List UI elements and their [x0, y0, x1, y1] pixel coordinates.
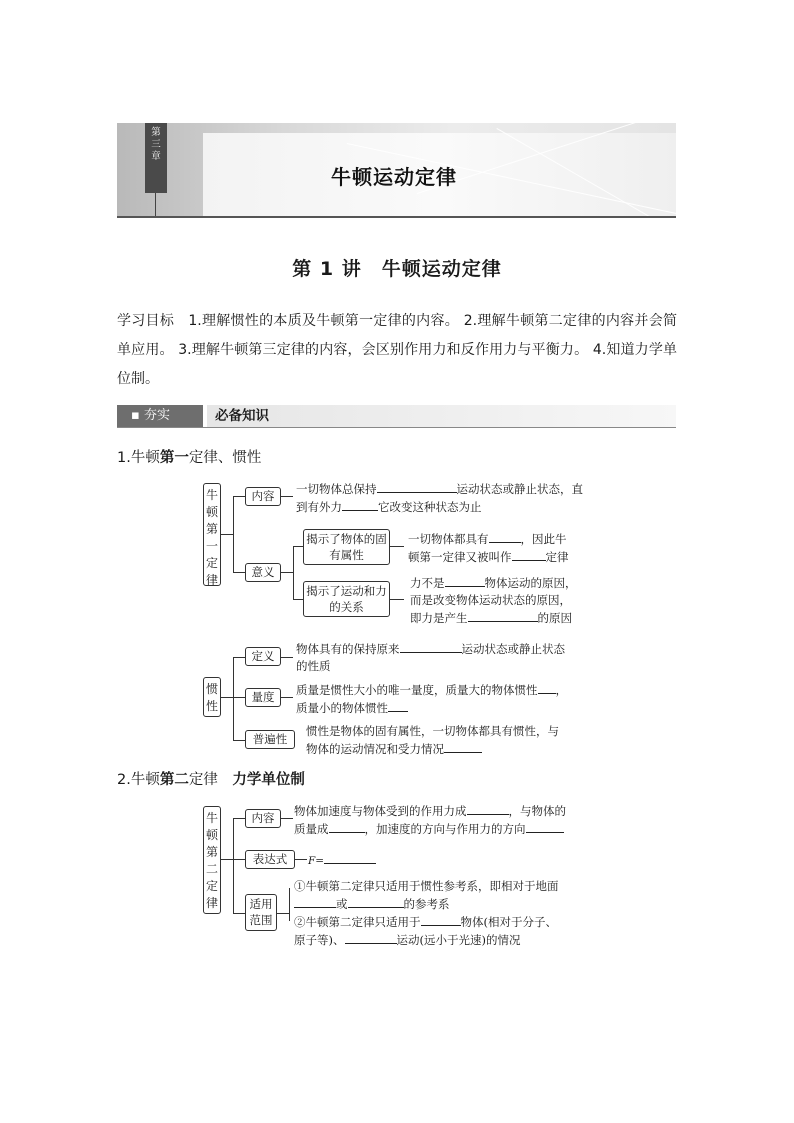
node-content: 内容 — [245, 487, 281, 506]
node-meaning: 意义 — [245, 563, 281, 582]
chapter-banner — [117, 123, 676, 218]
root-inertia: 惯性 — [203, 677, 221, 717]
chapter-title: 牛顿运动定律 — [331, 165, 457, 189]
chapter-tab-line — [155, 193, 156, 216]
heading-2: 2.牛顿第二定律 力学单位制 — [117, 772, 305, 788]
scope-text: ①牛顿第二定律只适用于惯性参考系，即相对于地面 或 的参考系 ②牛顿第二定律只适用于 物体(相对于分子、 原子等)、 运动(远小于光速)的情况 — [294, 879, 559, 947]
measure-text: 质量是惯性大小的唯一量度，质量大的物体惯性 ， 质量小的物体惯性 — [296, 683, 567, 715]
heading-1: 1.牛顿第一定律、惯性 — [117, 450, 262, 466]
section-header — [117, 405, 676, 428]
section-label: ▪ 夯实 — [117, 405, 203, 427]
motion-force-text: 力不是 物体运动的原因， 而是改变物体运动状态的原因， 即力是产生 的原因 — [410, 576, 577, 625]
node-scope: 适用范围 — [245, 894, 277, 931]
root-newton-first-law: 牛顿第一定律 — [203, 483, 221, 586]
section-title: 必备知识 — [207, 405, 676, 427]
node-measure: 量度 — [245, 688, 281, 707]
node-definition: 定义 — [245, 647, 281, 666]
universality-text: 惯性是物体的固有属性，一切物体都具有惯性，与 物体的运动情况和受力情况 — [306, 724, 559, 756]
content-text: 一切物体总保持 运动状态或静止状态，直 到有外力 它改变这种状态为止 — [296, 482, 583, 514]
node-universality: 普遍性 — [245, 730, 295, 749]
root-newton-second-law: 牛顿第二定律 — [203, 806, 221, 914]
inherent-property-text: 一切物体都具有 ，因此牛 顿第一定律又被叫作 定律 — [408, 532, 569, 564]
second-law-content-text: 物体加速度与物体受到的作用力成 ，与物体的 质量成 ，加速度的方向与作用力的方向 — [294, 804, 566, 836]
node-expression: 表达式 — [245, 850, 295, 869]
definition-text: 物体具有的保持原来 运动状态或静止状态 的性质 — [296, 642, 565, 673]
node-inherent-property: 揭示了物体的固有属性 — [303, 529, 390, 565]
expression-text: F= — [308, 851, 408, 870]
node-content-2: 内容 — [245, 809, 281, 828]
learning-objectives: 学习目标 1.理解惯性的本质及牛顿第一定律的内容。 2.理解牛顿第二定律的内容并会简单应用。 3.理解牛顿第三定律的内容，会区别作用力和反作用力与平衡力。 4.知道力学单位制。 — [117, 313, 677, 387]
node-motion-force-relation: 揭示了运动和力的关系 — [303, 581, 390, 617]
lecture-title: 第 1 讲 牛顿运动定律 — [292, 258, 502, 280]
chapter-tab: 第三章 — [145, 123, 167, 193]
